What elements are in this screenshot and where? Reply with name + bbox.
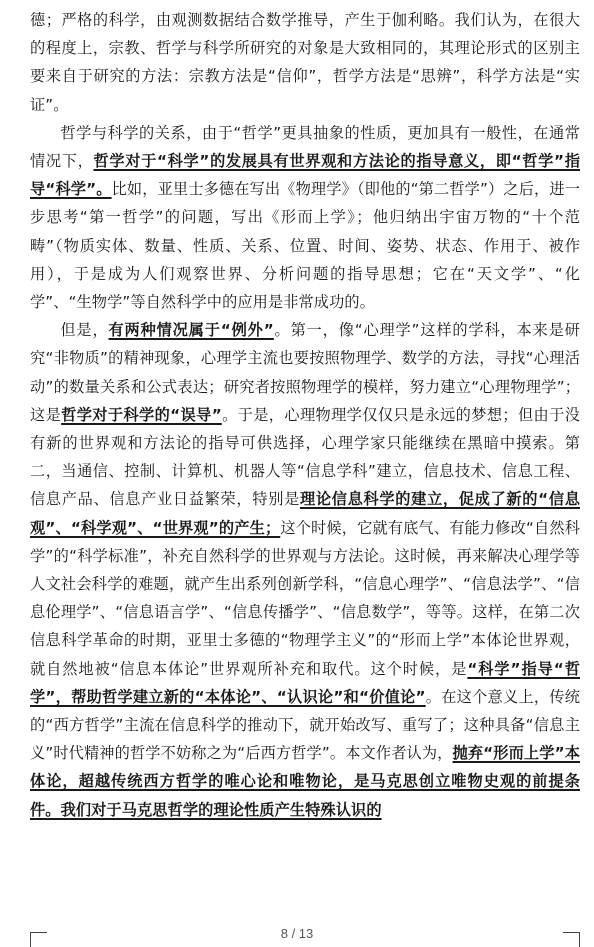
emphasized-text: 哲学对于科学的“误导” xyxy=(61,405,222,424)
paragraph xyxy=(30,6,580,119)
emphasized-text: 有两种情况属于“例外” xyxy=(108,321,274,340)
page-number: 8 / 13 xyxy=(280,926,314,941)
crop-mark-right xyxy=(563,932,580,947)
body-text: 德；严格的科学，由观测数据结合数学推导，产生于伽利略。我们认为，在很大的程度上，宗教、哲学与科学所研究的对象是大致相同的，其理论形式的区别主要来自于研究的方法：宗教方法是“信仰”，哲学方法是“思辨”，科学方法是“实证”。 xyxy=(30,11,580,114)
body-text: 这个时候，它就有底气、有能力修改“自然科学”的“科学标准”，补充自然科学的世界观与方法论。这时候，再来解决心理学等人文社会科学的难题，就产生出系列创新学科，“信息心理学”、“信息法学”、“信息伦理学”、“信息语言学”、“信息传播学”、“信息数学”，等等。这样，在第二次信息科学革命的时期，亚里士多德的“物理学主义”的“形而上学”本体论世界观，就自然地被“信息本体论”世界观所补充和取代。这个时候，是 xyxy=(30,518,580,678)
emphasized-text: 理论信息科学的建立，促成了新的“信息观”、“科学观”、“世界观”的产生； xyxy=(30,490,580,537)
emphasized-text: 哲学对于“科学”的发展具有世界观和方法论的指导意义，即“哲学”指导“科学”。 xyxy=(30,152,580,199)
body-text: 但是， xyxy=(60,321,109,340)
page-footer xyxy=(0,918,594,946)
emphasized-text: 抛弃“形而上学”本体论，超越传统西方哲学的唯心论和唯物论，是马克思创立唯物史观的前提条件。我们对于马克思哲学的理论性质产生特殊认识的 xyxy=(30,744,580,819)
paragraph xyxy=(30,316,580,824)
body-text: 比如，亚里士多德在写出《物理学》（即他的“第二哲学”）之后，进一步思考“第一哲学”的问题，写出《形而上学》；他归纳出宇宙万物的“十个范畴”（物质实体、数量、性质、关系、位置、时间、姿势、状态、作用于、被作用），于是成为人们观察世界、分析问题的指导思想；它在“天文学”、“化学”、“生物学”等自然科学中的应用是非常成功的。 xyxy=(30,180,580,312)
body-text: 。于是，心理物理学仅仅只是永远的梦想；但由于没有新的世界观和方法论的指导可供选择，心理学家只能继续在黑暗中摸索。第二，当通信、控制、计算机、机器人等“信息学科”建立，信息技术、信息工程、信息产品、信息产业日益繁荣，特别是 xyxy=(30,405,580,509)
paragraph xyxy=(30,119,580,316)
body-text: 。第一，像“心理学”这样的学科，本来是研究“非物质”的精神现象，心理学主流也要按照物理学、数学的方法，寻找“心理活动”的数量关系和公式表达；研究者按照物理学的模样，努力建立“心理物理学”；这是 xyxy=(30,321,580,424)
document-body xyxy=(30,6,580,824)
body-text: 。在这个意义上，传统的“西方哲学”主流在信息科学的推动下，就开始改写、重写了；这种具备“信息主义”时代精神的哲学不妨称之为“后西方哲学”。本文作者认为， xyxy=(30,687,581,763)
body-text: 哲学与科学的关系，由于“哲学”更具抽象的性质，更加具有一般性，在通常情况下， xyxy=(30,123,580,171)
emphasized-text: “科学”指导“哲学”，帮助哲学建立新的“本体论”、“认识论”和“价值论” xyxy=(30,659,580,706)
